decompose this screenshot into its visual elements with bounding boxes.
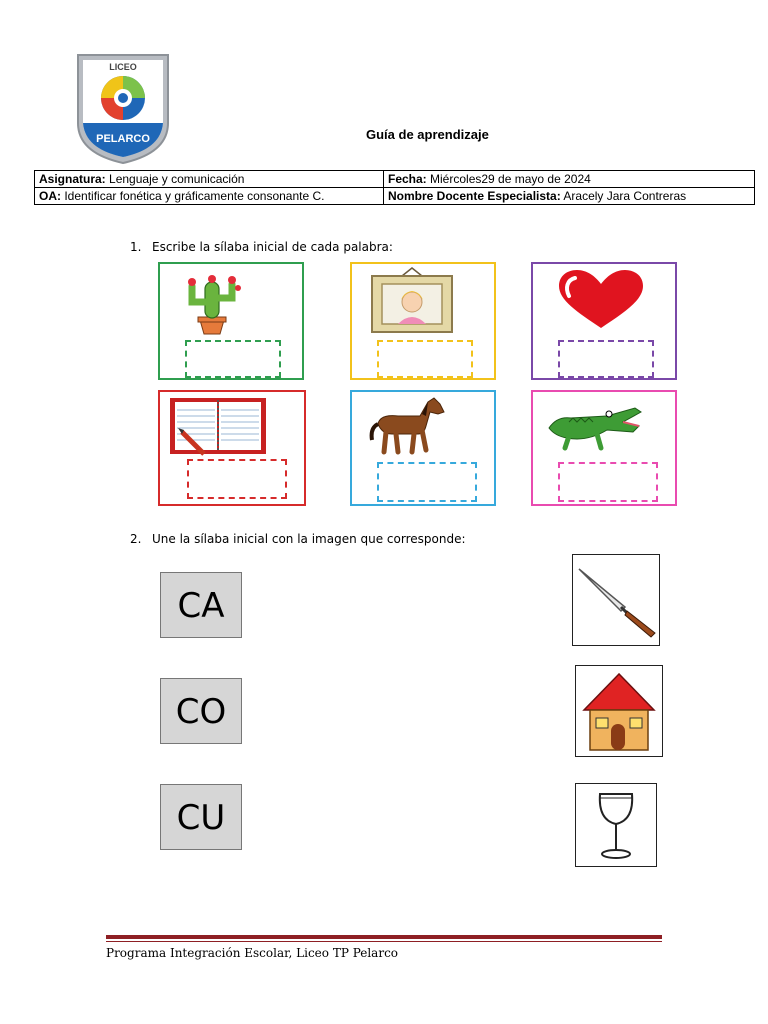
knife-icon	[573, 555, 659, 645]
answer-box[interactable]	[377, 340, 473, 378]
answer-box[interactable]	[185, 340, 281, 378]
question-1-text: Escribe la sílaba inicial de cada palabra:	[152, 240, 393, 254]
answer-box[interactable]	[187, 459, 287, 499]
card-heart	[531, 262, 677, 380]
oa-label: OA:	[39, 189, 61, 203]
syllable-co[interactable]: CO	[160, 678, 242, 744]
cactus-icon	[182, 268, 242, 336]
fecha-label: Fecha:	[388, 172, 427, 186]
info-table	[34, 170, 755, 205]
oa-value: Identificar fonética y gráficamente consonante C.	[61, 189, 325, 203]
card-crocodile	[531, 390, 677, 506]
house-icon	[576, 666, 662, 756]
asignatura-value: Lenguaje y comunicación	[105, 172, 245, 186]
card-cactus	[158, 262, 304, 380]
page-title: Guía de aprendizaje	[366, 127, 489, 142]
picture-frame-icon	[368, 266, 456, 336]
oa-cell	[35, 188, 384, 205]
school-logo	[76, 53, 170, 165]
fecha-value: Miércoles29 de mayo de 2024	[426, 172, 591, 186]
answer-box[interactable]	[558, 340, 654, 378]
notebook-icon	[168, 394, 268, 458]
card-picture-frame	[350, 262, 496, 380]
docente-value: Aracely Jara Contreras	[560, 189, 687, 203]
asignatura-label: Asignatura:	[39, 172, 106, 186]
question-2-text: Une la sílaba inicial con la imagen que corresponde:	[152, 532, 466, 546]
docente-label: Nombre Docente Especialista:	[388, 189, 561, 203]
wine-glass-icon	[576, 784, 656, 866]
syllable-ca[interactable]: CA	[160, 572, 242, 638]
docente-cell	[384, 188, 755, 205]
card-horse	[350, 390, 496, 506]
footer-text: Programa Integración Escolar, Liceo TP Pelarco	[106, 946, 399, 960]
card-notebook	[158, 390, 306, 506]
fecha-cell	[384, 171, 755, 188]
logo-text-top: LICEO	[109, 62, 137, 72]
image-wine-glass[interactable]	[575, 783, 657, 867]
footer-rule	[106, 935, 662, 939]
syllable-cu[interactable]: CU	[160, 784, 242, 850]
image-house[interactable]	[575, 665, 663, 757]
footer-rule-thin	[106, 941, 662, 942]
crocodile-icon	[547, 398, 643, 454]
question-2-number: 2.	[130, 532, 142, 546]
answer-box[interactable]	[558, 462, 658, 502]
answer-box[interactable]	[377, 462, 477, 502]
horse-icon	[368, 394, 448, 458]
asignatura-cell	[35, 171, 384, 188]
heart-icon	[557, 270, 645, 332]
image-knife[interactable]	[572, 554, 660, 646]
question-1-number: 1.	[130, 240, 142, 254]
logo-text-bottom: PELARCO	[96, 133, 150, 145]
